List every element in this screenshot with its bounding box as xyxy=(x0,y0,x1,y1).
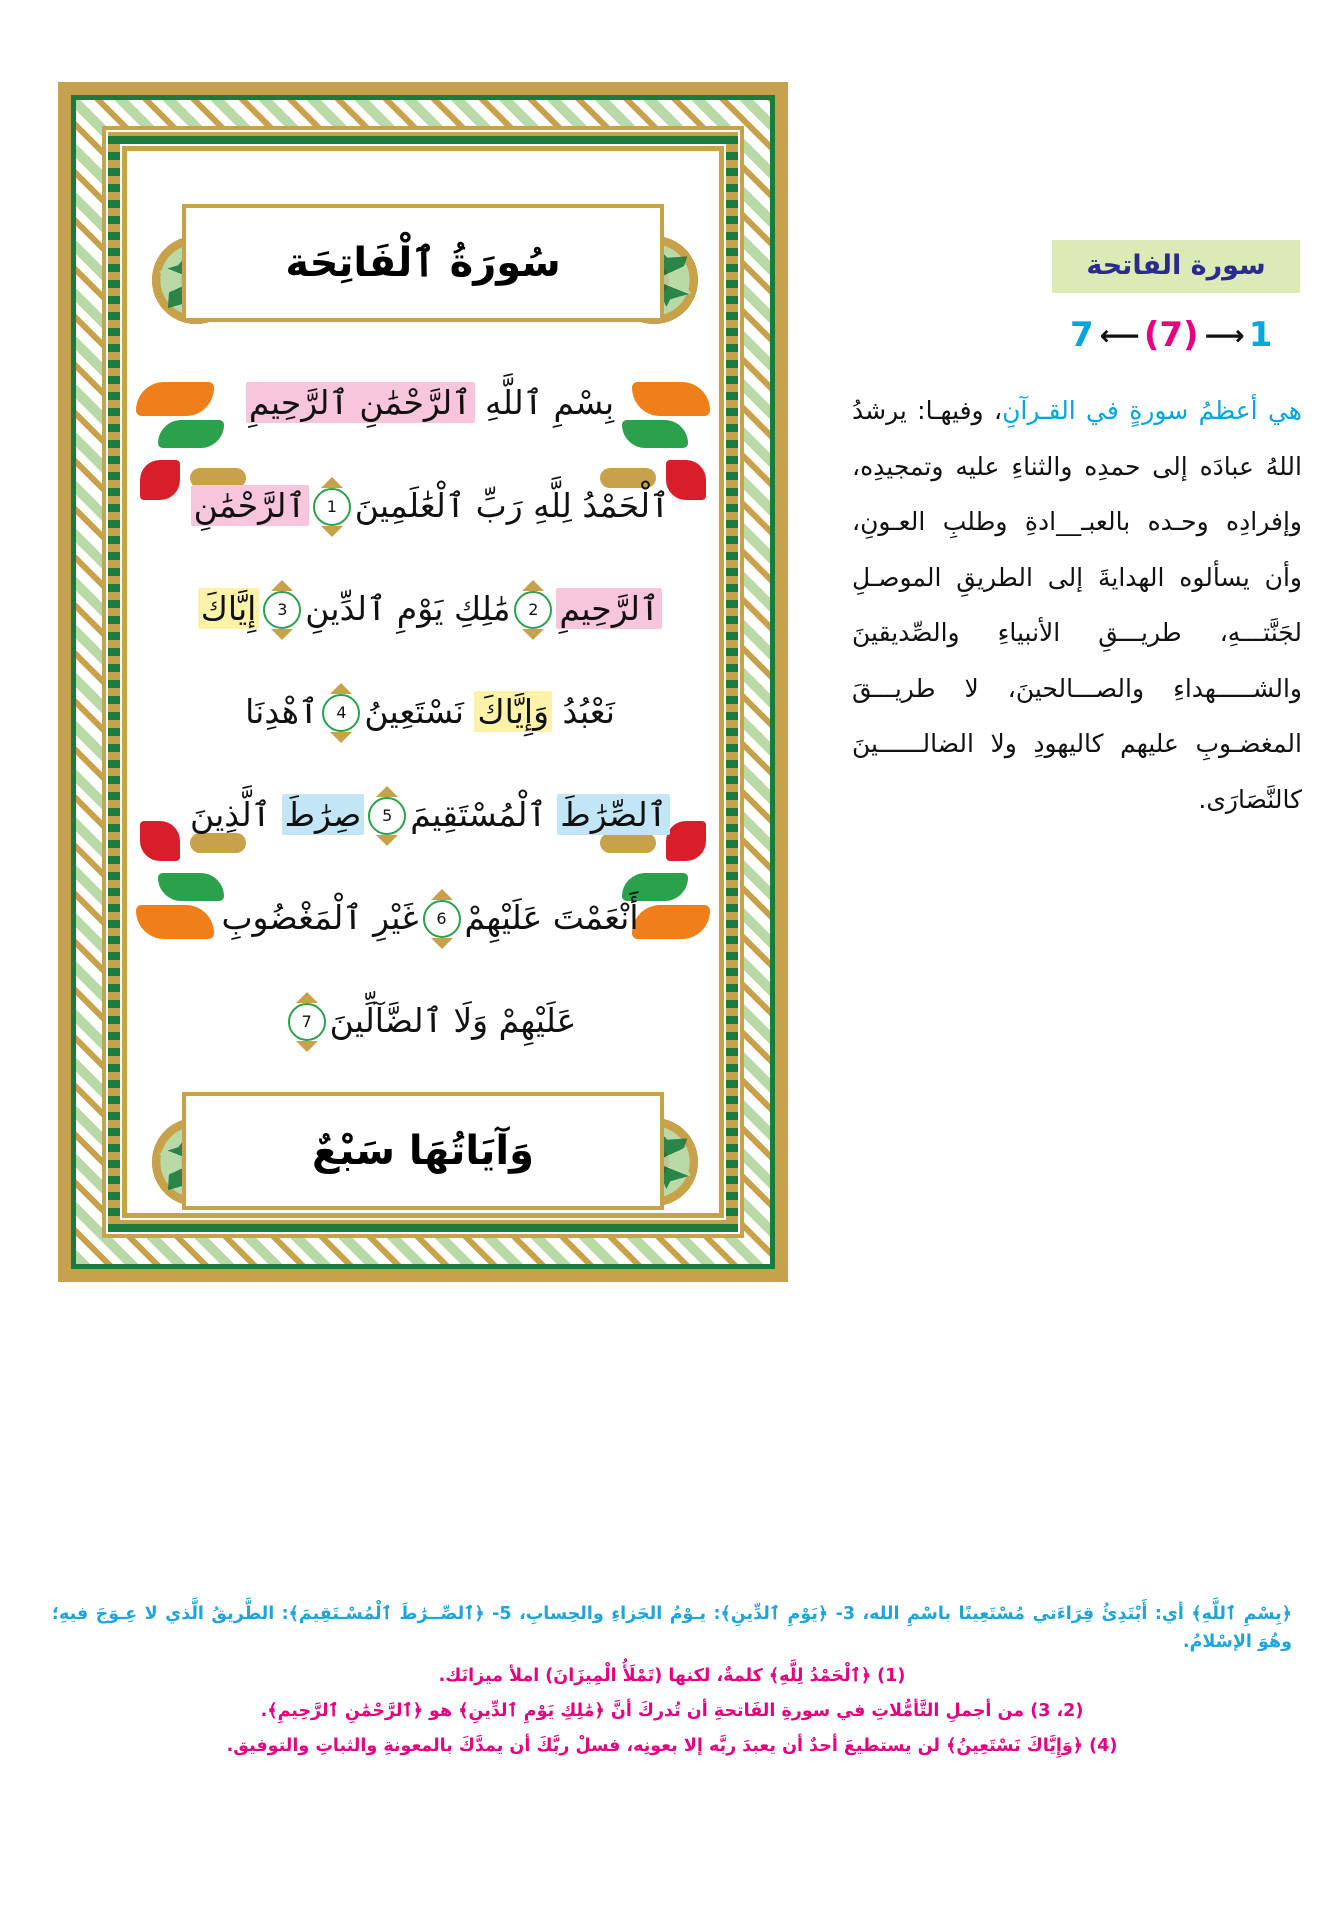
verse-text-highlighted: ٱلصِّرَٰطَ xyxy=(557,794,670,835)
arrow-left-icon: ⟵ xyxy=(1099,318,1138,352)
ayah-marker: 1 xyxy=(313,488,351,526)
verse-text: مَٰلِكِ يَوْمِ ٱلدِّينِ xyxy=(305,588,511,628)
verse-line xyxy=(150,897,710,939)
ayah-marker: 6 xyxy=(423,900,461,938)
verse-text: ٱلْمُسْتَقِيمَ xyxy=(410,794,558,834)
ayah-count-left: 7 xyxy=(1070,315,1094,355)
illuminated-frame xyxy=(58,82,788,1282)
footnotes xyxy=(52,1600,1292,1762)
verse-text: ٱلْحَمْدُ لِلَّهِ رَبِّ ٱلْعَٰلَمِينَ xyxy=(354,485,670,525)
verse-text: ٱلَّذِينَ xyxy=(190,794,282,834)
ayah-marker: 3 xyxy=(263,591,301,629)
footnote-item: (4) ﴿وَإِيَّاكَ نَسْتَعِينُ﴾ لن يستطيعَ أحدٌ أن يعبدَ ربَّه إلا بعونِه، فسلْ ربَّكَ أن يمدَّكَ بالمعونةِ والثباتِ والتوفيق. xyxy=(226,1735,1118,1756)
ayah-marker: 7 xyxy=(288,1003,326,1041)
verses-block xyxy=(150,382,710,1042)
verse-text: نَعْبُدُ xyxy=(552,691,615,731)
footnote-item: (2، 3) من أجملِ التَّأمُّلاتِ في سورةِ الفَاتحةِ أن تُدركَ أنَّ ﴿مَٰلِكِ يَوْمِ ٱلدِّينِ﴾ هو ﴿ٱلرَّحْمَٰنِ ٱلرَّحِيمِ﴾. xyxy=(260,1700,1084,1721)
sidebar-commentary-body: ، وفيهـا: يرشدُ اللهُ عبادَه إلى حمدِه والثناءِ عليه وتمجيدِه، وإفرادِه وحـده بالعبـ__ادةِ وطلبِ العـونِ، وأن يسألوه الهدايةَ إلى الطريقِ الموصـلِ لجَنَّتـــهِ، طريـــقِ الأنبياءِ والصِّديقينَ والشـــــهداءِ والصـــالحينَ، لا طريـــقَ المغضـوبِ عليهم كاليهودِ ولا الضالــــــينَ كالنَّصَارَى. xyxy=(852,396,1302,814)
sidebar-surah-title: سورة الفاتحة xyxy=(1052,240,1300,293)
verse-line xyxy=(150,794,710,836)
verse-line xyxy=(150,485,710,527)
verse-text: غَيْرِ ٱلْمَغْضُوبِ xyxy=(221,897,419,937)
verse-text-highlighted: ٱلرَّحْمَٰنِ ٱلرَّحِيمِ xyxy=(246,382,475,423)
verse-line xyxy=(150,588,710,630)
sidebar-commentary xyxy=(840,383,1310,827)
arrow-right-icon: ⟶ xyxy=(1204,318,1243,352)
verse-line xyxy=(150,382,710,424)
verse-text-highlighted: ٱلرَّحْمَٰنِ xyxy=(191,485,309,526)
ayah-marker: 2 xyxy=(514,591,552,629)
ayah-count-center: (7) xyxy=(1143,315,1199,355)
sidebar-commentary-highlight: هي أعظمُ سورةٍ في القـرآنِ xyxy=(1002,396,1302,425)
footnote-glossary: ﴿بِسْمِ ٱللَّهِ﴾ أي: أَبْتَدِئُ قِرَاءَتي مُسْتَعِينًا باسْمِ الله، 3- ﴿يَوْمِ ٱلدِّينِ﴾: يـوْمُ الجَزاءِ والحِسابِ، 5- ﴿ٱلصِّــرَٰطَ ٱلْمُسْـتَقِيمَ﴾: الطَّريقُ الَّذي لا عِـوَجَ فيهِ؛ وهُوَ الإسْلامُ. xyxy=(52,1604,1292,1653)
ayah-marker: 5 xyxy=(368,797,406,835)
verse-text: أَنْعَمْتَ عَلَيْهِمْ xyxy=(464,897,639,937)
verse-text-highlighted: إِيَّاكَ xyxy=(198,588,260,629)
verse-text: بِسْمِ ٱللَّهِ xyxy=(474,383,615,422)
surah-number: 1 xyxy=(1248,315,1273,355)
sidebar xyxy=(840,240,1310,827)
verse-text: نَسْتَعِينُ xyxy=(364,691,475,731)
surah-title-text: سُورَةُ ٱلْفَاتِحَة xyxy=(285,240,561,286)
ayah-marker: 4 xyxy=(322,694,360,732)
surah-title-cartouche xyxy=(182,204,664,322)
verse-line xyxy=(150,1000,710,1042)
verse-text: ٱهْدِنَا xyxy=(245,691,319,731)
verse-text: عَلَيْهِمْ وَلَا ٱلضَّآلِّينَ xyxy=(329,1000,577,1040)
verse-text-highlighted: ٱلرَّحِيمِ xyxy=(556,588,662,629)
verse-text-highlighted: صِرَٰطَ xyxy=(282,794,365,835)
ayah-count-text: وَآيَاتُهَا سَبْعٌ xyxy=(312,1128,534,1174)
verse-line xyxy=(150,691,710,733)
footnote-notes-list xyxy=(52,1661,1292,1762)
verse-text-highlighted: وَإِيَّاكَ xyxy=(474,691,552,732)
sidebar-number-row xyxy=(1070,315,1300,355)
ayah-count-cartouche xyxy=(182,1092,664,1210)
footnote-item: (1) ﴿ٱلْحَمْدُ لِلَّهِ﴾ كلمةٌ، لكنها (تَمْلَأُ الْمِيزَانَ) املأ ميزانَك. xyxy=(438,1665,906,1686)
